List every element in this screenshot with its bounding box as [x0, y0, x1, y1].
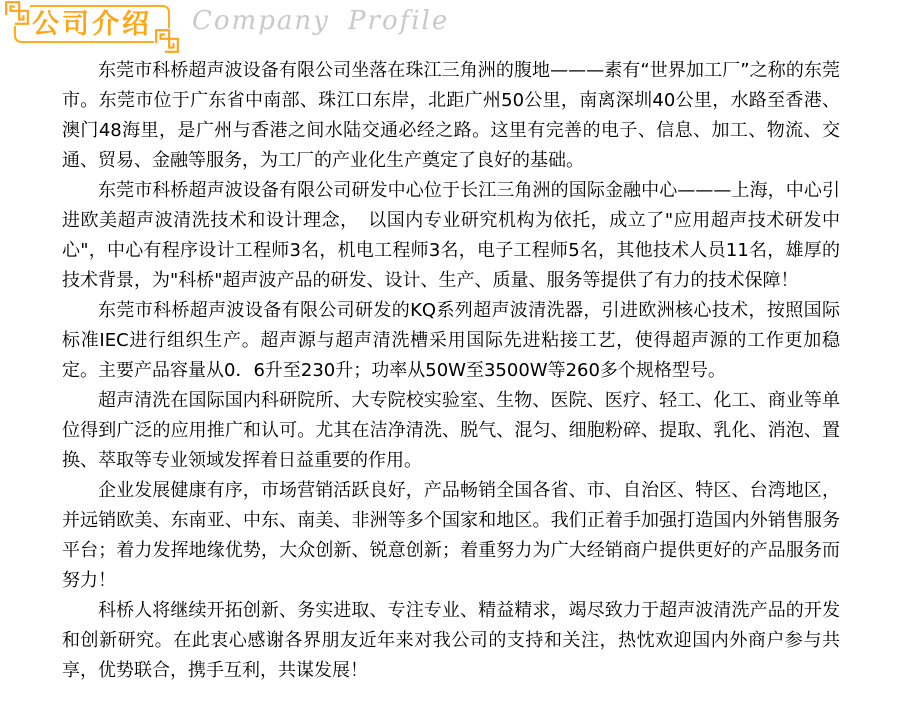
paragraph: 超声清洗在国际国内科研院所、大专院校实验室、生物、医院、医疗、轻工、化工、商业等单位得到广泛的应用推广和认可。尤其在洁净清洗、脱气、混匀、细胞粉碎、提取、乳化、消泡、置换、萃取等专业领域发挥着日益重要的作用。	[62, 390, 840, 471]
paragraph: 科桥人将继续开拓创新、务实进取、专注专业、精益精求，竭尽致力于超声波清洗产品的开发和创新研究。在此衷心感谢各界朋友近年来对我公司的支持和关注，热忱欢迎国内外商户参与共享，优势联合，携手互利，共谋发展！	[62, 600, 840, 681]
page-title: 公司介绍	[32, 8, 152, 40]
fret-ornament-icon	[154, 28, 180, 54]
paragraph: 东莞市科桥超声波设备有限公司研发中心位于长江三角洲的国际金融中心———上海，中心引进欧美超声波清洗技术和设计理念， 以国内专业研究机构为依托，成立了"应用超声技术研发中心"，中心有程序设计工程师3名，机电工程师3名，电子工程师5名，其他技术人员11名，雄厚的技术背景，为"科桥"超声波产品的研发、设计、生产、质量、服务等提供了有力的技术保障！	[62, 180, 840, 291]
section-title-box	[14, 5, 170, 43]
page-subtitle: Company Profile	[192, 6, 450, 36]
paragraph: 东莞市科桥超声波设备有限公司坐落在珠江三角洲的腹地———素有“世界加工厂”之称的东莞市。东莞市位于广东省中南部、珠江口东岸，北距广州50公里，南离深圳40公里，水路至香港、澳门48海里，是广州与香港之间水陆交通必经之路。这里有完善的电子、信息、加工、物流、交通、贸易、金融等服务，为工厂的产业化生产奠定了良好的基础。	[62, 60, 840, 171]
paragraph: 东莞市科桥超声波设备有限公司研发的KQ系列超声波清洗器，引进欧洲核心技术，按照国际标准IEC进行组织生产。超声源与超声清洗槽采用国际先进粘接工艺，使得超声源的工作更加稳定。主要产品容量从0．6升至230升；功率从50W至3500W等260多个规格型号。	[62, 300, 840, 381]
profile-text	[62, 56, 840, 686]
page-header	[0, 0, 900, 56]
paragraph: 企业发展健康有序，市场营销活跃良好，产品畅销全国各省、市、自治区、特区、台湾地区，并远销欧美、东南亚、中东、南美、非洲等多个国家和地区。我们正着手加强打造国内外销售服务平台；着力发挥地缘优势，大众创新、锐意创新；着重努力为广大经销商户提供更好的产品服务而努力！	[62, 480, 840, 591]
fret-ornament-icon	[4, 0, 30, 26]
